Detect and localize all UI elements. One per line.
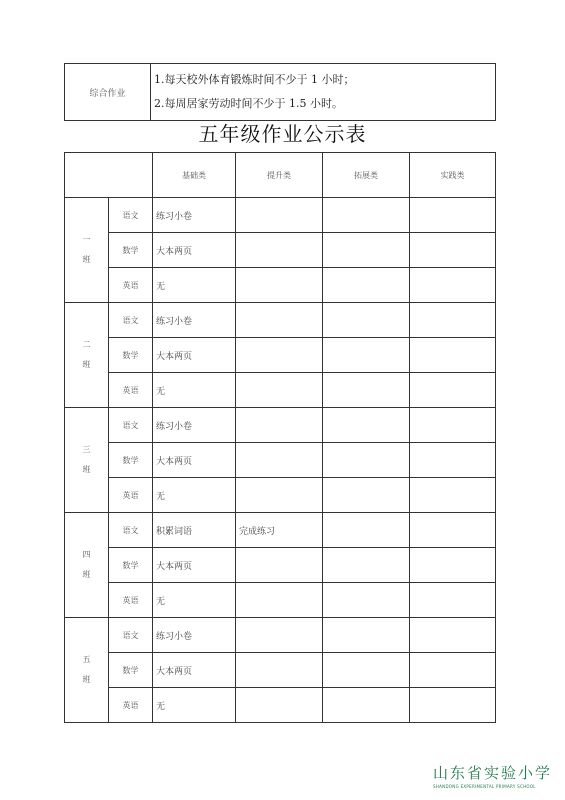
subject-cell: 数学 <box>109 443 153 478</box>
header-extend: 拓展类 <box>323 153 410 198</box>
subject-cell: 英语 <box>109 688 153 723</box>
subject-cell: 语文 <box>109 408 153 443</box>
basic-cell: 大本两页 <box>153 443 236 478</box>
practice-cell <box>410 688 496 723</box>
basic-cell: 练习小卷 <box>153 618 236 653</box>
header-row <box>65 153 496 198</box>
comprehensive-homework-content <box>151 64 496 121</box>
practice-cell <box>410 478 496 513</box>
subject-cell: 数学 <box>109 338 153 373</box>
class-name-top: 四 <box>82 550 91 559</box>
table-row <box>65 548 496 583</box>
basic-cell: 大本两页 <box>153 653 236 688</box>
improve-cell <box>236 303 323 338</box>
practice-cell <box>410 198 496 233</box>
extend-cell <box>323 338 410 373</box>
extend-cell <box>323 268 410 303</box>
comprehensive-line-2: 2.每周居家劳动时间不少于 1.5 小时。 <box>154 97 343 110</box>
table-row <box>65 373 496 408</box>
basic-cell: 无 <box>153 688 236 723</box>
class-name-cell <box>65 303 109 408</box>
improve-cell <box>236 583 323 618</box>
extend-cell <box>323 443 410 478</box>
extend-cell <box>323 478 410 513</box>
table-row <box>65 618 496 653</box>
class-name-top: 五 <box>82 655 91 664</box>
class-name-bottom: 班 <box>82 465 91 474</box>
table-row <box>65 688 496 723</box>
class-name-bottom: 班 <box>82 675 91 684</box>
class-name-cell <box>65 618 109 723</box>
extend-cell <box>323 653 410 688</box>
table-row <box>65 408 496 443</box>
extend-cell <box>323 303 410 338</box>
page-title: 五年级作业公示表 <box>198 122 367 146</box>
subject-cell: 数学 <box>109 548 153 583</box>
table-row <box>65 198 496 233</box>
improve-cell <box>236 443 323 478</box>
subject-cell: 语文 <box>109 198 153 233</box>
basic-cell: 大本两页 <box>153 548 236 583</box>
subject-cell: 数学 <box>109 653 153 688</box>
extend-cell <box>323 198 410 233</box>
extend-cell <box>323 583 410 618</box>
extend-cell <box>323 618 410 653</box>
extend-cell <box>323 688 410 723</box>
improve-cell <box>236 373 323 408</box>
class-name-cell <box>65 198 109 303</box>
basic-cell: 积累词语 <box>153 513 236 548</box>
improve-cell: 完成练习 <box>236 513 323 548</box>
subject-cell: 英语 <box>109 583 153 618</box>
basic-cell: 练习小卷 <box>153 408 236 443</box>
subject-cell: 语文 <box>109 513 153 548</box>
comprehensive-homework-table <box>64 63 496 121</box>
practice-cell <box>410 408 496 443</box>
school-logo <box>433 760 561 794</box>
improve-cell <box>236 618 323 653</box>
class-name-cell <box>65 513 109 618</box>
practice-cell <box>410 303 496 338</box>
improve-cell <box>236 233 323 268</box>
table-row <box>65 443 496 478</box>
extend-cell <box>323 513 410 548</box>
table-row <box>65 268 496 303</box>
practice-cell <box>410 653 496 688</box>
table-row <box>65 338 496 373</box>
improve-cell <box>236 408 323 443</box>
improve-cell <box>236 478 323 513</box>
practice-cell <box>410 268 496 303</box>
subject-cell: 语文 <box>109 303 153 338</box>
class-name-cell <box>65 408 109 513</box>
improve-cell <box>236 548 323 583</box>
improve-cell <box>236 268 323 303</box>
basic-cell: 无 <box>153 583 236 618</box>
basic-cell: 练习小卷 <box>153 303 236 338</box>
practice-cell <box>410 373 496 408</box>
comprehensive-homework-label: 综合作业 <box>65 64 151 121</box>
practice-cell <box>410 583 496 618</box>
header-corner-cell <box>65 153 153 198</box>
extend-cell <box>323 548 410 583</box>
basic-cell: 无 <box>153 373 236 408</box>
table-row <box>65 478 496 513</box>
table-row <box>65 653 496 688</box>
subject-cell: 语文 <box>109 618 153 653</box>
practice-cell <box>410 338 496 373</box>
subject-cell: 数学 <box>109 233 153 268</box>
practice-cell <box>410 548 496 583</box>
improve-cell <box>236 338 323 373</box>
subject-cell: 英语 <box>109 268 153 303</box>
table-row <box>65 233 496 268</box>
extend-cell <box>323 408 410 443</box>
basic-cell: 大本两页 <box>153 338 236 373</box>
table-row <box>65 303 496 338</box>
header-basic: 基础类 <box>153 153 236 198</box>
improve-cell <box>236 688 323 723</box>
table-row <box>65 513 496 548</box>
improve-cell <box>236 198 323 233</box>
basic-cell: 无 <box>153 478 236 513</box>
practice-cell <box>410 443 496 478</box>
class-name-top: 三 <box>82 445 91 454</box>
class-name-top: 二 <box>82 340 91 349</box>
homework-table <box>64 152 496 723</box>
class-name-bottom: 班 <box>82 360 91 369</box>
subject-cell: 英语 <box>109 373 153 408</box>
header-practice: 实践类 <box>410 153 496 198</box>
class-name-bottom: 班 <box>82 255 91 264</box>
header-improve: 提升类 <box>236 153 323 198</box>
subject-cell: 英语 <box>109 478 153 513</box>
basic-cell: 大本两页 <box>153 233 236 268</box>
practice-cell <box>410 513 496 548</box>
improve-cell <box>236 653 323 688</box>
comprehensive-line-1: 1.每天校外体育锻炼时间不少于 1 小时； <box>154 73 355 86</box>
school-logo-text: 山东省实验小学 <box>433 764 553 782</box>
table-row <box>65 583 496 618</box>
school-logo-subtext: SHANDONG EXPERIMENTAL PRIMARY SCHOOL <box>433 784 536 789</box>
practice-cell <box>410 233 496 268</box>
basic-cell: 练习小卷 <box>153 198 236 233</box>
basic-cell: 无 <box>153 268 236 303</box>
extend-cell <box>323 373 410 408</box>
practice-cell <box>410 618 496 653</box>
class-name-bottom: 班 <box>82 570 91 579</box>
class-name-top: 一 <box>82 235 91 244</box>
extend-cell <box>323 233 410 268</box>
